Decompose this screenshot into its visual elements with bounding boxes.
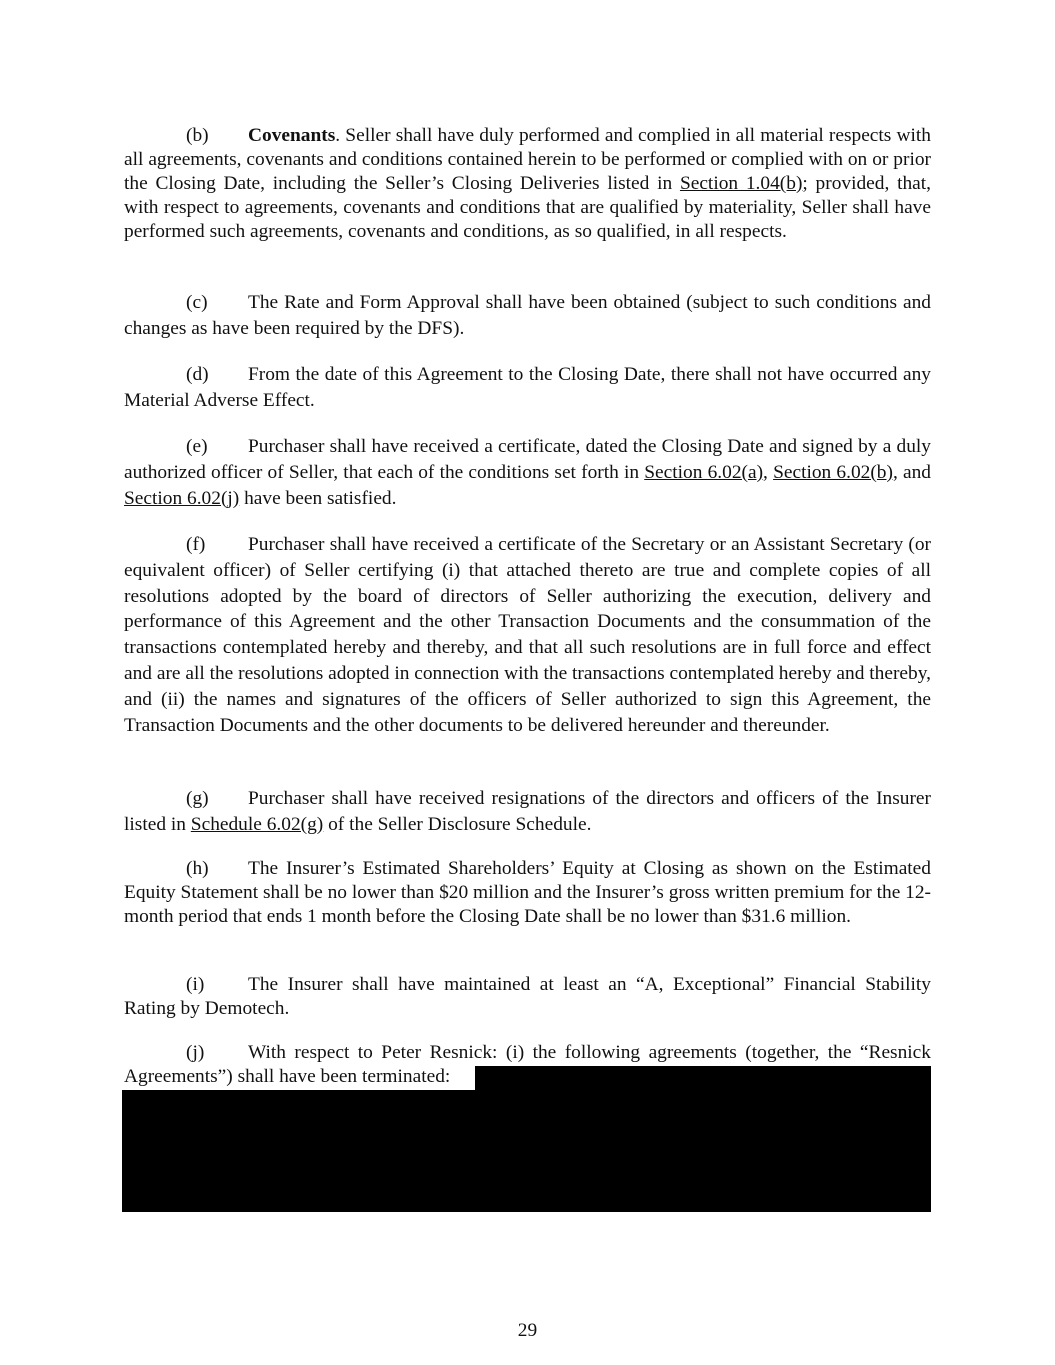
- schedule-6-02g-reference: Schedule 6.02(g): [190, 813, 324, 835]
- redaction-block-main: [122, 1090, 931, 1212]
- covenants-heading: Covenants: [248, 125, 336, 146]
- paragraph-c: [124, 290, 931, 342]
- paragraph-d-label: (d): [186, 364, 209, 385]
- paragraph-h-text: The Insurer’s Estimated Shareholders’ Equity at Closing as shown on the Estimated Equity Statement shall be no lower than $20 million and the Insurer’s gross written premium for the 12-month period that ends 1 month before the Closing Date shall be no lower than $31.6 million.: [124, 858, 931, 927]
- paragraph-b-text-1: . Seller shall have duly performed and complied in all material respects with all agreements, covenants and conditions contained herein to be performed or complied with on or prior the Closing Date, including the Seller’s Closing Deliveries listed in: [124, 125, 931, 194]
- paragraph-d: [124, 362, 931, 414]
- paragraph-e-text-2: ,: [763, 461, 774, 483]
- paragraph-e-text-3: , and: [892, 461, 931, 483]
- paragraph-f: [124, 532, 931, 738]
- paragraph-h: [124, 857, 931, 929]
- paragraph-g-text-1: Purchaser shall have received resignations of the directors and officers of the Insurer listed in: [124, 788, 931, 835]
- paragraph-c-label: (c): [186, 292, 208, 313]
- section-6-02j-reference: Section 6.02(j): [124, 487, 240, 509]
- paragraph-f-text: Purchaser shall have received a certificate of the Secretary or an Assistant Secretary (or equivalent officer) of Seller certifying (i) that attached thereto are true and complete copies of all resolutions adopted by the board of directors of Seller authorizing the execution, delivery and performance of this Agreement and the other Transaction Documents and the consummation of the transactions contemplated hereby and thereby, and that all such resolutions are in full force and effect and are all the resolutions adopted in connection with the transactions contemplated hereby and thereby, and (ii) the names and signatures of the officers of Seller authorized to sign this Agreement, the Transaction Documents and the other documents to be delivered hereunder and thereunder.: [124, 534, 931, 736]
- paragraph-g: [124, 786, 931, 838]
- paragraph-i-label: (i): [186, 974, 205, 995]
- paragraph-e-text-4: have been satisfied.: [239, 487, 397, 509]
- paragraph-b-label: (b): [186, 125, 209, 146]
- paragraph-b: [124, 124, 931, 244]
- paragraph-e: [124, 434, 931, 511]
- paragraph-i-text: The Insurer shall have maintained at least an “A, Exceptional” Financial Stability Rating by Demotech.: [124, 974, 931, 1019]
- paragraph-f-label: (f): [186, 534, 206, 555]
- paragraph-e-text-1: Purchaser shall have received a certificate, dated the Closing Date and signed by a duly authorized officer of Seller, that each of the conditions set forth in: [124, 436, 931, 483]
- paragraph-h-label: (h): [186, 858, 209, 879]
- paragraph-i: [124, 973, 931, 1021]
- section-6-02a-reference: Section 6.02(a): [644, 461, 764, 483]
- page-number: 29: [517, 1320, 538, 1341]
- paragraph-g-label: (g): [186, 788, 209, 809]
- redaction-block-top: [475, 1066, 931, 1092]
- paragraph-e-label: (e): [186, 436, 208, 457]
- paragraph-g-text-2: of the Seller Disclosure Schedule.: [323, 813, 592, 835]
- paragraph-d-text: From the date of this Agreement to the Closing Date, there shall not have occurred any Material Adverse Effect.: [124, 364, 931, 411]
- section-6-02b-reference: Section 6.02(b): [773, 461, 893, 483]
- paragraph-b-text-2: ; provided, that, with respect to agreements, covenants and conditions that are qualified by materiality, Seller shall have performed such agreements, covenants and conditions, as so qualified, in all respects.: [124, 173, 931, 242]
- paragraph-j-text: With respect to Peter Resnick: (i) the following agreements (together, the “Resnick Agreements”) shall have been terminated:: [124, 1042, 931, 1087]
- paragraph-c-text: The Rate and Form Approval shall have been obtained (subject to such conditions and changes as have been required by the DFS).: [124, 292, 931, 339]
- paragraph-j-label: (j): [186, 1042, 205, 1063]
- section-1-04b-reference: Section 1.04(b): [679, 173, 803, 194]
